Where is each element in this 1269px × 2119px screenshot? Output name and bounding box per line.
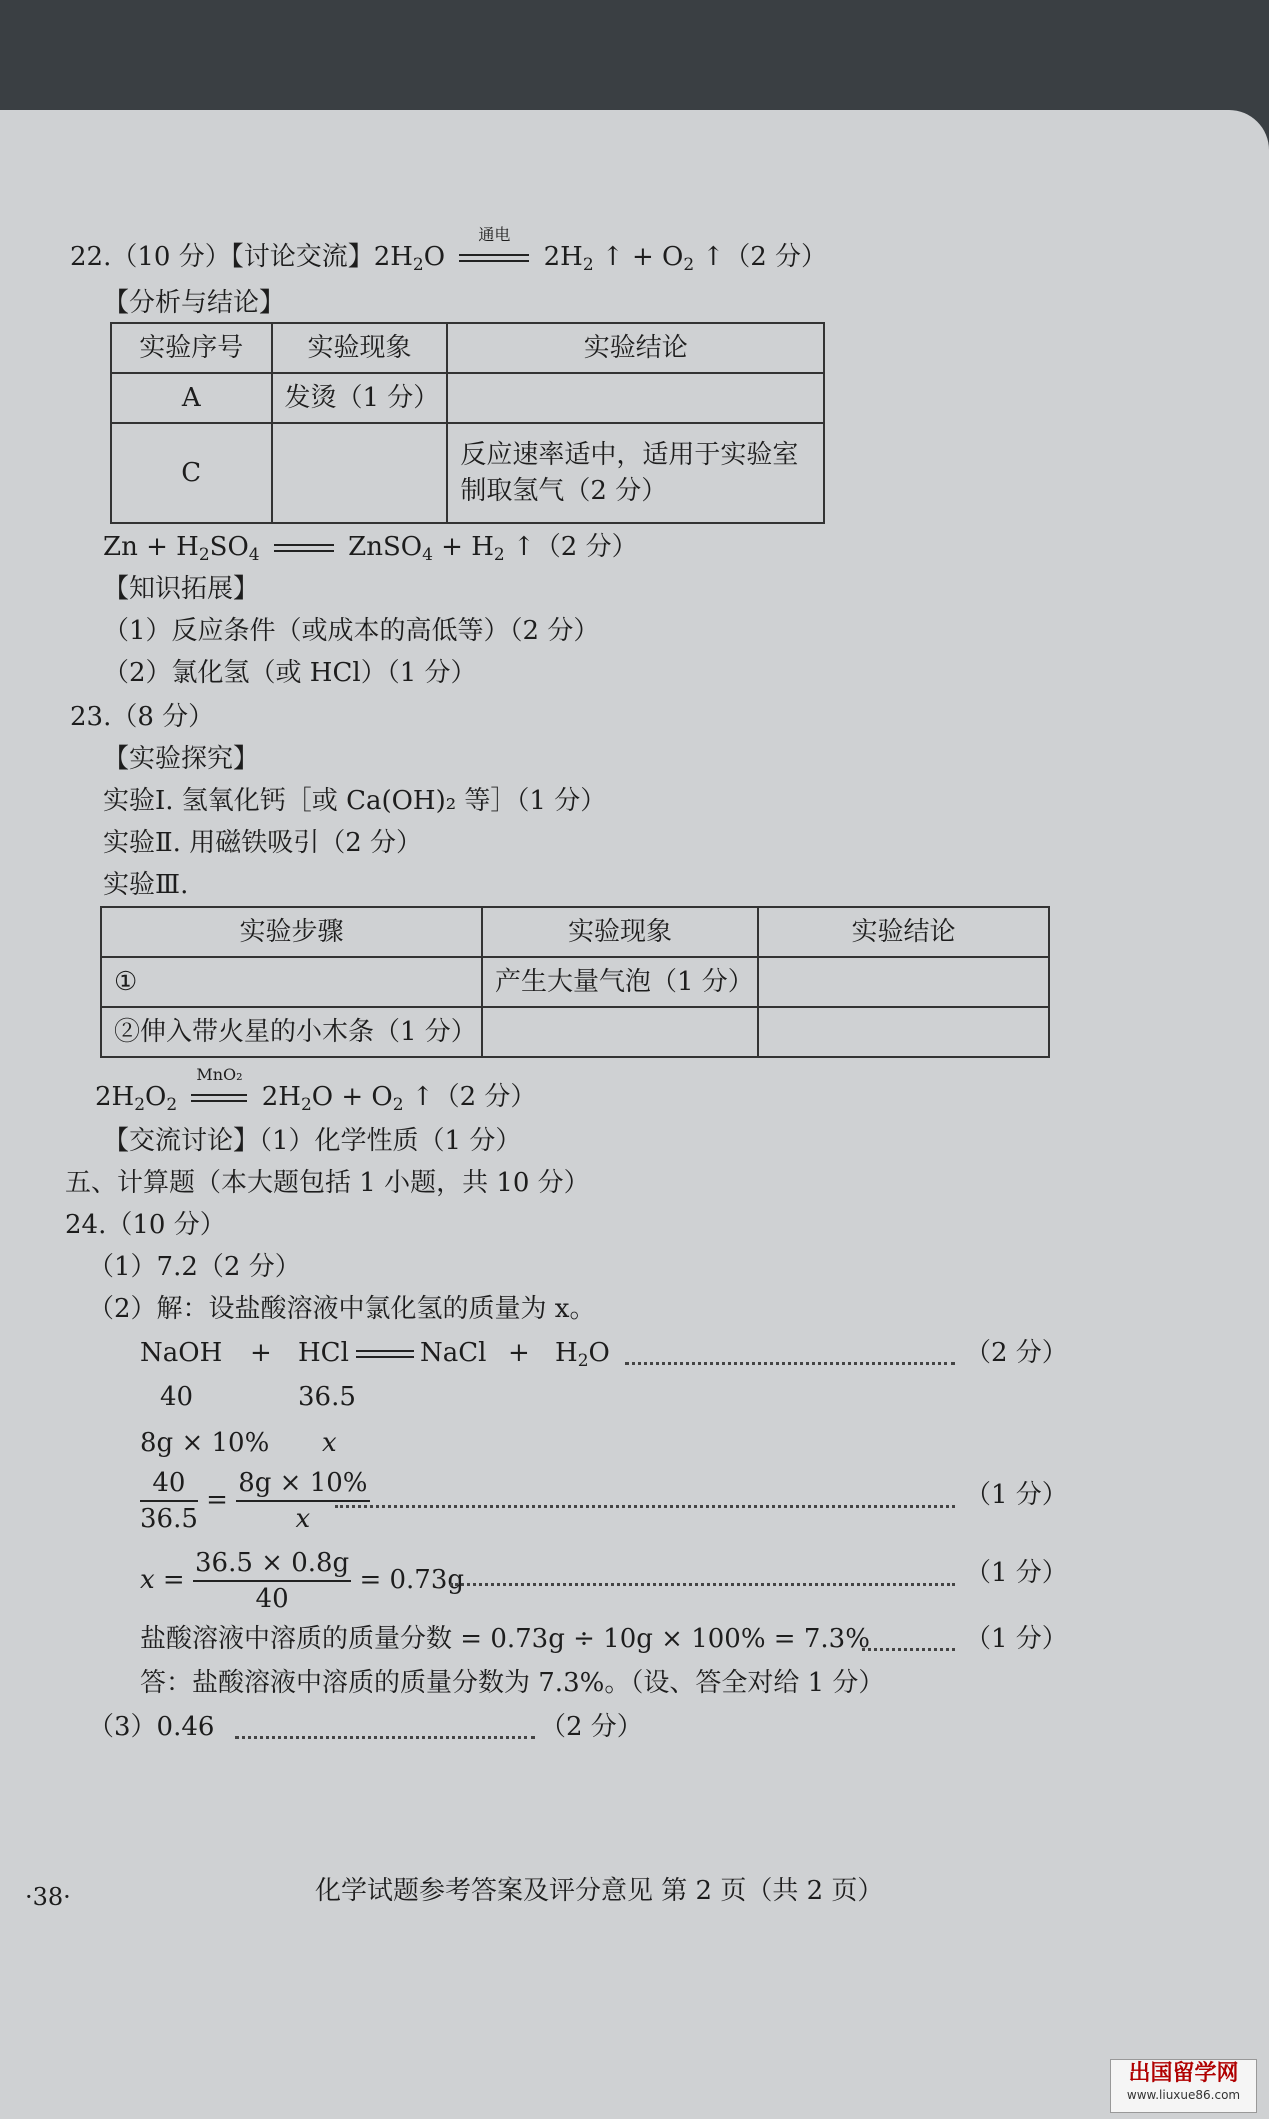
q24-eq-arrow [350,1336,420,1370]
q23-experiment-3: 实验Ⅲ. [103,870,189,900]
q22-reaction-equation: $Zn + H_2SO_4$ ZnSO$_4$ + $H_2$ ↑（2 分） [103,532,638,565]
dot-leader [450,1583,955,1586]
table-header-cell: 实验现象 [272,323,448,373]
q22-extend-2: （2）氯化氢（或 HCl）（1 分） [103,658,477,688]
q23-experiment-2: 实验Ⅱ. 用磁铁吸引（2 分） [103,828,423,858]
table-row [111,373,824,423]
q24-part3: （3）0.46 [88,1712,215,1742]
q24-eq-hcl: HCl [298,1338,349,1368]
table-row [111,423,824,523]
q24-proportion: $\frac{40}{36.5}$ = $\frac{8g \times 10\%}{x}$ [140,1468,368,1534]
q24-molar-mass-naoh: 40 [160,1382,194,1412]
section5-heading: 五、计算题（本大题包括 1 小题，共 10 分） [65,1168,590,1198]
q24-score: （2 分） [540,1712,643,1742]
table-cell [272,423,448,523]
q24-part2: （2）解：设盐酸溶液中氯化氢的质量为 x。 [88,1294,596,1324]
dot-leader [625,1362,955,1365]
table-cell [758,957,1049,1007]
table-cell: ②伸入带火星的小木条（1 分） [101,1007,482,1057]
table-row [101,957,1049,1007]
q23-reaction-equation: $2H_2O_2$ MnO₂ $2H_2O + O_2$ ↑（2 分） [95,1065,537,1115]
table-cell [447,373,824,423]
q24-molar-mass-hcl: 36.5 [298,1382,356,1412]
table-cell: 产生大量气泡（1 分） [482,957,758,1007]
q24-eq-h2o: $H_2O$ [555,1338,610,1371]
q23-explore-label: 【实验探究】 [103,744,260,774]
q24-answer: 答：盐酸溶液中溶质的质量分数为 7.3%。（设、答全对给 1 分） [140,1668,885,1698]
table-header-row [111,323,824,373]
table-header-cell: 实验现象 [482,907,758,957]
dot-leader [335,1505,955,1508]
table-cell: C [111,423,272,523]
q24-eq-nacl: NaCl [420,1338,487,1368]
q24-x-solution: x = $\frac{36.5 \times 0.8g}{40}$ = 0.73g [140,1548,465,1614]
table-row [101,1007,1049,1057]
dot-leader [862,1648,955,1651]
q24-given-naoh: 8g × 10% [140,1428,270,1458]
table-cell: ① [101,957,482,1007]
table-cell: A [111,373,272,423]
q24-score: （2 分） [965,1338,1068,1368]
q24-eq-plus: + [508,1338,530,1368]
table-header-cell: 实验步骤 [101,907,482,957]
q24-part1: （1）7.2（2 分） [88,1252,301,1282]
q22-analysis-label: 【分析与结论】 [103,288,286,318]
answer-sheet-page [0,110,1269,2119]
q22-heading: 22.（10 分）【讨论交流】$2H_2O$ 通电 $2H_2$ ↑ + $O_2$ ↑（2 分） [70,225,828,275]
q22-table [110,322,825,524]
table-header-cell: 实验序号 [111,323,272,373]
q22-extend-1: （1）反应条件（或成本的高低等）（2 分） [103,616,600,646]
page-number: ·38· [25,1883,71,1911]
table-header-row [101,907,1049,957]
catalyst-arrow: MnO₂ [185,1080,253,1114]
q22-extend-label: 【知识拓展】 [103,574,260,604]
q23-heading: 23.（8 分） [70,702,215,732]
dot-leader [235,1736,535,1739]
q24-eq-plus: + [250,1338,272,1368]
table-header-cell: 实验结论 [758,907,1049,957]
table-cell: 发烫（1 分） [272,373,448,423]
q24-score: （1 分） [965,1480,1068,1510]
watermark-logo: 出国留学网 www.liuxue86.com [1110,2059,1257,2113]
q24-score: （1 分） [965,1558,1068,1588]
table-header-cell: 实验结论 [447,323,824,373]
table-cell [482,1007,758,1057]
q24-heading: 24.（10 分） [65,1210,226,1240]
q23-experiment-1: 实验Ⅰ. 氢氧化钙［或 Ca(OH)₂ 等］（1 分） [103,786,607,816]
electrolysis-arrow: 通电 [453,240,535,274]
q23-table [100,906,1050,1058]
page-footer-title: 化学试题参考答案及评分意见 第 2 页（共 2 页） [315,1876,884,1906]
q24-mass-fraction: 盐酸溶液中溶质的质量分数 = 0.73g ÷ 10g × 100% = 7.3% [140,1624,870,1654]
table-cell [758,1007,1049,1057]
q24-score: （1 分） [965,1624,1068,1654]
q24-eq-naoh: NaOH [140,1338,223,1368]
table-cell: 反应速率适中，适用于实验室制取氢气（2 分） [447,423,824,523]
q23-discuss: 【交流讨论】（1）化学性质（1 分） [103,1126,522,1156]
q24-given-x: x [322,1428,337,1458]
